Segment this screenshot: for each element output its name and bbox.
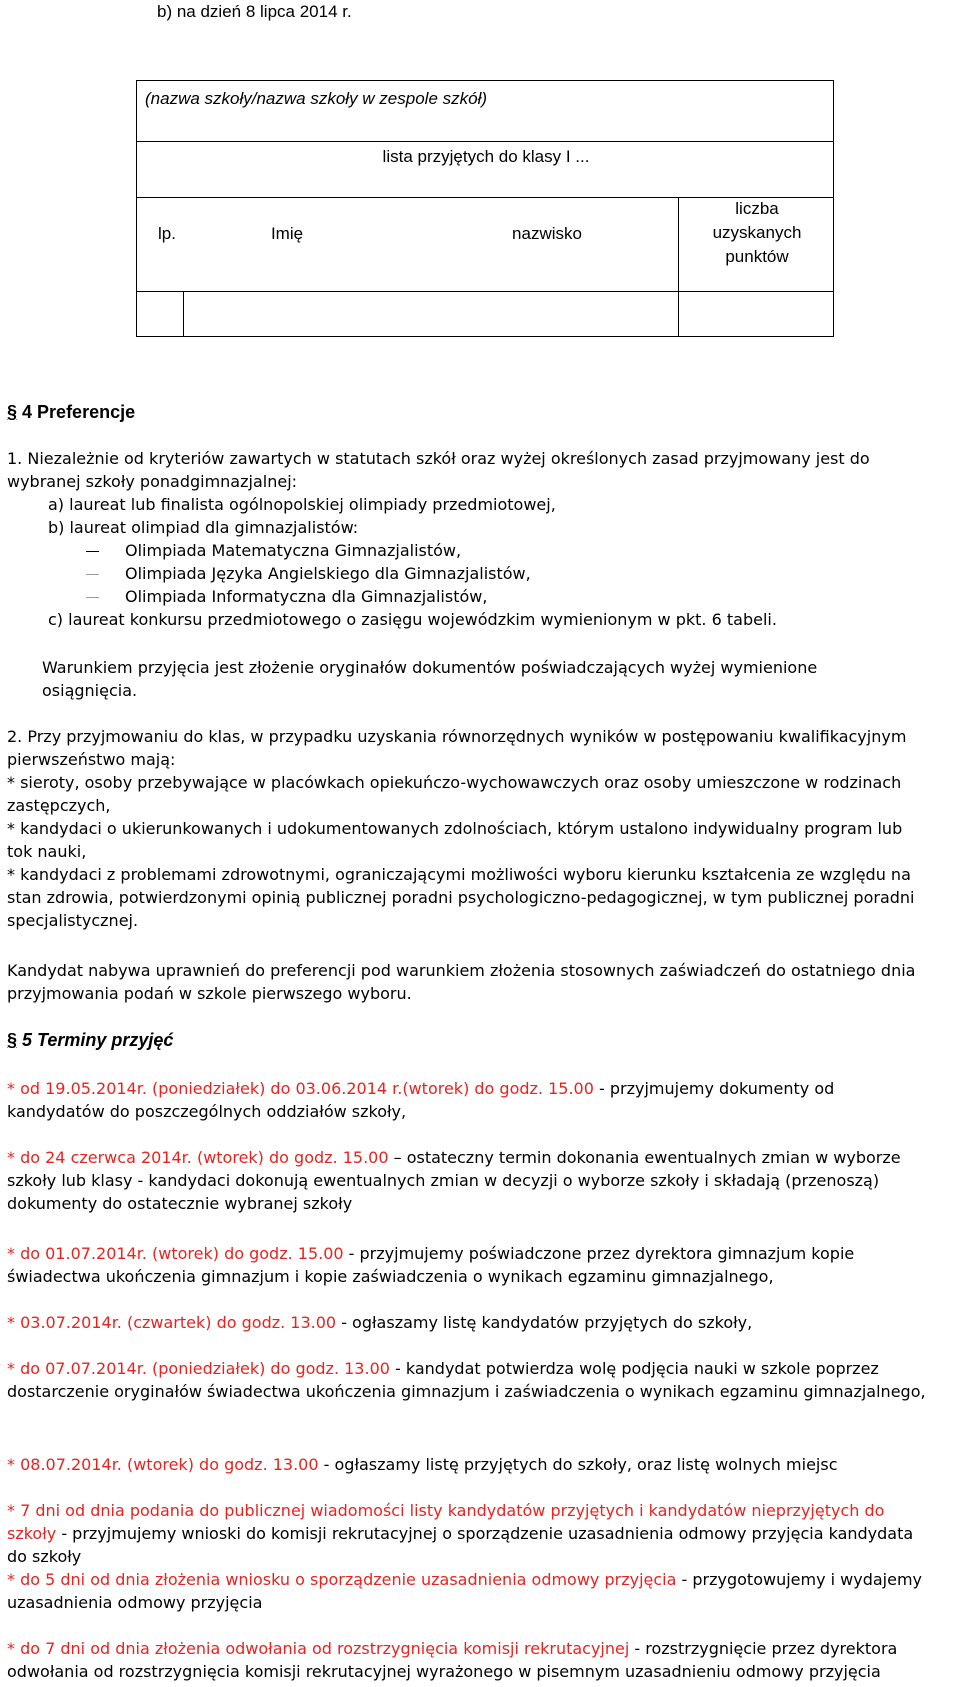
schedule-entry bbox=[7, 1146, 927, 1215]
candidate-note: Kandydat nabywa uprawnień do preferencji pod warunkiem złożenia stosownych zaświadczeń do ostatniego dnia przyjmowania podań w szkole pierwszego wyboru. bbox=[7, 961, 916, 1003]
schedule-entry bbox=[7, 1568, 927, 1614]
schedule-text: - przyjmujemy dokumenty od kandydatów do poszczególnych oddziałów szkoły, bbox=[7, 1079, 835, 1121]
schedule-date: * 03.07.2014r. (czwartek) do godz. 13.00 bbox=[7, 1313, 337, 1332]
schedule-text: - rozstrzygnięcie przez dyrektora odwołania od rozstrzygnięcia komisji rekrutacyjnej wyrażonego w pisemnym uzasadnieniu odmowy przyjęcia bbox=[7, 1639, 898, 1681]
condition-note: Warunkiem przyjęcia jest złożenie oryginałów dokumentów poświadczających wyżej wymienione osiągnięcia. bbox=[42, 658, 818, 700]
schedule-date: * 7 dni od dnia podania do publicznej wiadomości listy kandydatów przyjętych i kandydatów nieprzyjętych do szkoły bbox=[7, 1501, 885, 1543]
schedule-entry bbox=[7, 1242, 927, 1288]
item-c: c) laureat konkursu przedmiotowego o zasięgu wojewódzkim wymienionym w pkt. 6 tabeli. bbox=[48, 610, 777, 629]
olympiad-item: Olimpiada Matematyczna Gimnazjalistów, bbox=[125, 541, 462, 560]
list-title-cell: lista przyjętych do klasy I ... bbox=[382, 147, 590, 166]
schedule-date: * do 5 dni od dnia złożenia wniosku o sporządzenie uzasadnienia odmowy przyjęcia bbox=[7, 1570, 677, 1589]
schedule-text: – ostateczny termin dokonania ewentualnych zmian w wyborze szkoły lub klasy - kandydaci dokonują ewentualnych zmian w decyzji o wyborze szkoły i składają (przenoszą) dokumenty do ostatecznie wybranej szkoły bbox=[7, 1148, 901, 1213]
header-lp: lp. bbox=[158, 224, 176, 243]
priority-2: * kandydaci o ukierunkowanych i udokumentowanych zdolnościach, którym ustalono indywidualny program lub tok nauki, bbox=[7, 819, 903, 861]
point-1-intro: 1. Niezależnie od kryteriów zawartych w statutach szkół oraz wyżej określonych zasad przyjmowany jest do wybranej szkoły ponadgimnazjalnej: bbox=[7, 449, 870, 491]
schedule-date: * do 7 dni od dnia złożenia odwołania od rozstrzygnięcia komisji rekrutacyjnej bbox=[7, 1639, 630, 1658]
school-name-cell: (nazwa szkoły/nazwa szkoły w zespole szkół) bbox=[145, 89, 488, 108]
dash-icon bbox=[86, 551, 99, 552]
schedule-entry bbox=[7, 1357, 927, 1403]
header-imie: Imię bbox=[270, 224, 304, 243]
schedule-text: - ogłaszamy listę przyjętych do szkoły, oraz listę wolnych miejsc bbox=[318, 1455, 838, 1474]
section-5-title-text: 5 Terminy przyjęć bbox=[22, 1030, 174, 1050]
dash-icon bbox=[86, 597, 99, 598]
item-b: b) laureat olimpiad dla gimnazjalistów: bbox=[48, 518, 359, 537]
priority-1: * sieroty, osoby przebywające w placówkach opiekuńczo-wychowawczych oraz osoby umieszczone w rodzinach zastępczych, bbox=[7, 773, 902, 815]
schedule-entry bbox=[7, 1499, 927, 1568]
header-nazwisko: nazwisko bbox=[512, 224, 582, 243]
schedule-date: * do 24 czerwca 2014r. (wtorek) do godz. 15.00 bbox=[7, 1148, 389, 1167]
header-punkty: liczba uzyskanych punktów bbox=[712, 199, 802, 266]
olympiad-item: Olimpiada Języka Angielskiego dla Gimnazjalistów, bbox=[125, 564, 531, 583]
item-a: a) laureat lub finalista ogólnopolskiej olimpiady przedmiotowej, bbox=[48, 495, 556, 514]
schedule-entry bbox=[7, 1311, 927, 1334]
priority-3: * kandydaci z problemami zdrowotnymi, ograniczającymi możliwości wyboru kierunku kształcenia ze względu na stan zdrowia, potwierdzonymi opinią publicznej poradni psychologiczno-pedagogicznej, w tym publicznej poradni specjalistycznej. bbox=[7, 865, 915, 930]
schedule-text: - kandydat potwierdza wolę podjęcia nauki w szkole poprzez dostarczenie oryginałów świadectwa ukończenia gimnazjum i zaświadczenia o wynikach egzaminu gimnazjalnego, bbox=[7, 1359, 926, 1401]
section-4-title-text: 4 Preferencje bbox=[22, 402, 136, 422]
schedule-date: * od 19.05.2014r. (poniedziałek) do 03.06.2014 r.(wtorek) do godz. 15.00 bbox=[7, 1079, 594, 1098]
schedule-entry bbox=[7, 1637, 927, 1683]
dash-icon bbox=[86, 574, 99, 575]
schedule-entry bbox=[7, 1077, 927, 1123]
schedule-entry bbox=[7, 1453, 927, 1476]
admission-list-table bbox=[136, 80, 834, 337]
paragraph-symbol: § bbox=[7, 1030, 18, 1050]
schedule-date: * 08.07.2014r. (wtorek) do godz. 13.00 bbox=[7, 1455, 319, 1474]
schedule-date: * do 07.07.2014r. (poniedziałek) do godz. 13.00 bbox=[7, 1359, 390, 1378]
schedule-text: - ogłaszamy listę kandydatów przyjętych do szkoły, bbox=[336, 1313, 753, 1332]
olympiad-item: Olimpiada Informatyczna dla Gimnazjalistów, bbox=[125, 587, 488, 606]
section-5-title bbox=[7, 1029, 173, 1052]
schedule-text: - przyjmujemy poświadczone przez dyrektora gimnazjum kopie świadectwa ukończenia gimnazjum i kopie zaświadczenia o wynikach egzaminu gimnazjalnego, bbox=[7, 1244, 855, 1286]
point-2: 2. Przy przyjmowaniu do klas, w przypadku uzyskania równorzędnych wyników w postępowaniu kwalifikacyjnym pierwszeństwo mają: bbox=[7, 727, 907, 769]
schedule-date: * do 01.07.2014r. (wtorek) do godz. 15.00 bbox=[7, 1244, 344, 1263]
paragraph-symbol: § bbox=[7, 402, 18, 422]
top-line: b) na dzień 8 lipca 2014 r. bbox=[157, 2, 352, 21]
section-4-title bbox=[7, 401, 135, 424]
schedule-text: - przyjmujemy wnioski do komisji rekrutacyjnej o sporządzenie uzasadnienia odmowy przyjęcia kandydata do szkoły bbox=[7, 1524, 914, 1566]
schedule-text: - przygotowujemy i wydajemy uzasadnienia odmowy przyjęcia bbox=[7, 1570, 923, 1612]
